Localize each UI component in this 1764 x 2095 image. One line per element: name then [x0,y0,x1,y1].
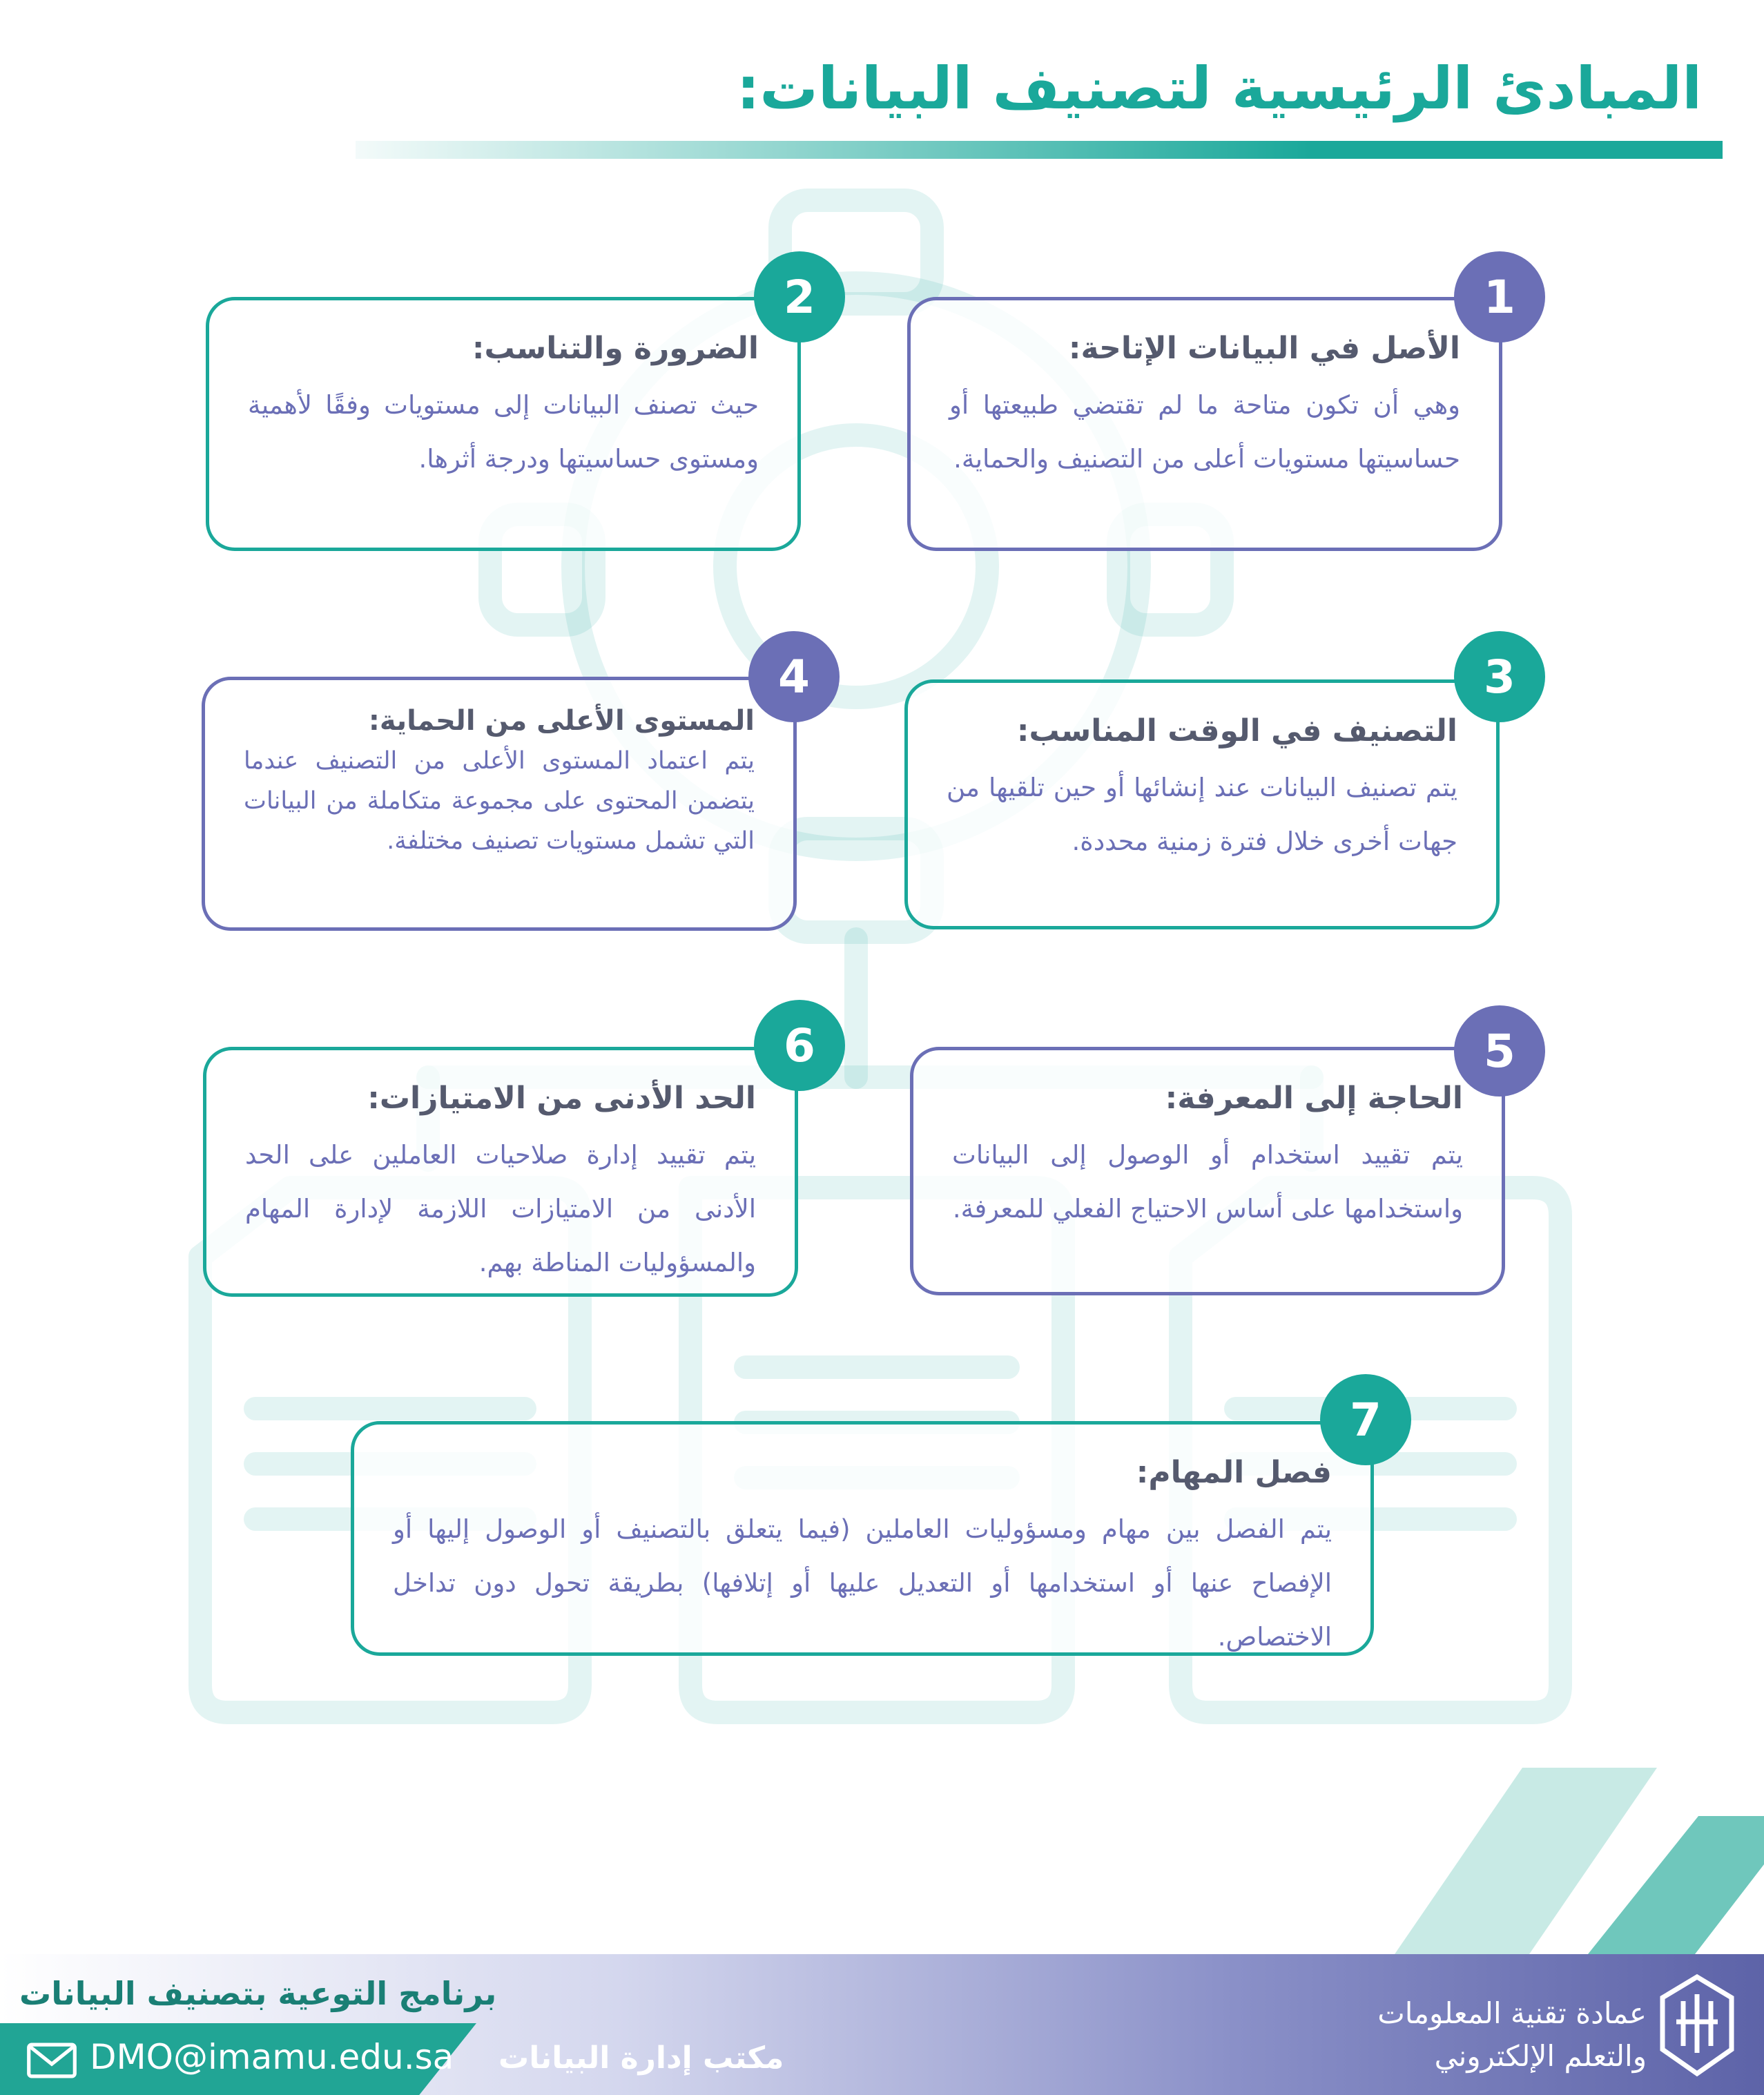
principle-card-6 [203,1047,798,1297]
principle-card-1 [907,297,1502,551]
principle-heading: فصل المهام: [1136,1455,1332,1490]
principle-number-badge: 6 [754,1000,845,1091]
decorative-stripes [1395,1768,1764,1954]
principle-number-badge: 7 [1320,1374,1411,1465]
principle-number-badge: 5 [1454,1005,1545,1097]
principle-body: يتم تقييد إدارة صلاحيات العاملين على الحد الأدنى من الامتيازات اللازمة لإدارة المهام والمسؤوليات المناطة بهم. [245,1140,756,1277]
contact-email[interactable]: DMO@imamu.edu.sa [90,2037,454,2077]
principle-number-badge: 1 [1454,251,1545,342]
principle-card-7 [351,1421,1374,1656]
principle-heading: الضرورة والتناسب: [472,331,759,366]
principle-heading: الأصل في البيانات الإتاحة: [1068,331,1460,366]
principle-number-badge: 2 [754,251,845,342]
principle-heading: الحد الأدنى من الامتيازات: [367,1081,756,1116]
principle-card-3 [904,679,1500,929]
principle-card-4 [202,677,797,931]
principle-body: يتم الفصل بين مهام ومسؤوليات العاملين (فيما يتعلق بالتصنيف أو الوصول إليها أو الإفصاح عنها أو استخدامها أو التعديل عليها أو إتلافها) بطريقة تحول دون تداخل الاختصاص. [393,1514,1332,1652]
deanship-line-2: والتعلم الإلكتروني [1434,2039,1647,2073]
principle-number-badge: 4 [748,631,840,722]
principle-heading: التصنيف في الوقت المناسب: [1016,713,1457,749]
university-logo [1656,1973,1738,2077]
principle-card-5 [910,1047,1505,1295]
title-underline [356,141,1723,159]
deanship-name [1288,1992,1647,2078]
envelope-icon [26,2043,77,2078]
program-name: برنامج التوعية بتصنيف البيانات [19,1975,497,2012]
principle-body: وهي أن تكون متاحة ما لم تقتضي طبيعتها أو حساسيتها مستويات أعلى من التصنيف والحماية. [949,390,1460,474]
principle-heading: المستوى الأعلى من الحماية: [368,705,755,737]
principle-heading: الحاجة إلى المعرفة: [1165,1081,1463,1116]
office-name: مكتب إدارة البيانات [498,2040,784,2076]
principle-body: حيث تصنف البيانات إلى مستويات وفقًا لأهمية ومستوى حساسيتها ودرجة أثرها. [248,390,759,474]
principle-body: يتم اعتماد المستوى الأعلى من التصنيف عندما يتضمن المحتوى على مجموعة متكاملة من البيانات التي تشمل مستويات تصنيف مختلفة. [244,747,755,855]
principle-number-badge: 3 [1454,631,1545,722]
principle-body: يتم تصنيف البيانات عند إنشائها أو حين تلقيها من جهات أخرى خلال فترة زمنية محددة. [947,773,1457,856]
deanship-line-1: عمادة تقنية المعلومات [1377,1996,1647,2030]
page-title: المبادئ الرئيسية لتصنيف البيانات: [736,55,1702,122]
principle-card-2 [206,297,801,551]
principle-body: يتم تقييد استخدام أو الوصول إلى البيانات واستخدامها على أساس الاحتياج الفعلي للمعرفة. [952,1140,1463,1224]
